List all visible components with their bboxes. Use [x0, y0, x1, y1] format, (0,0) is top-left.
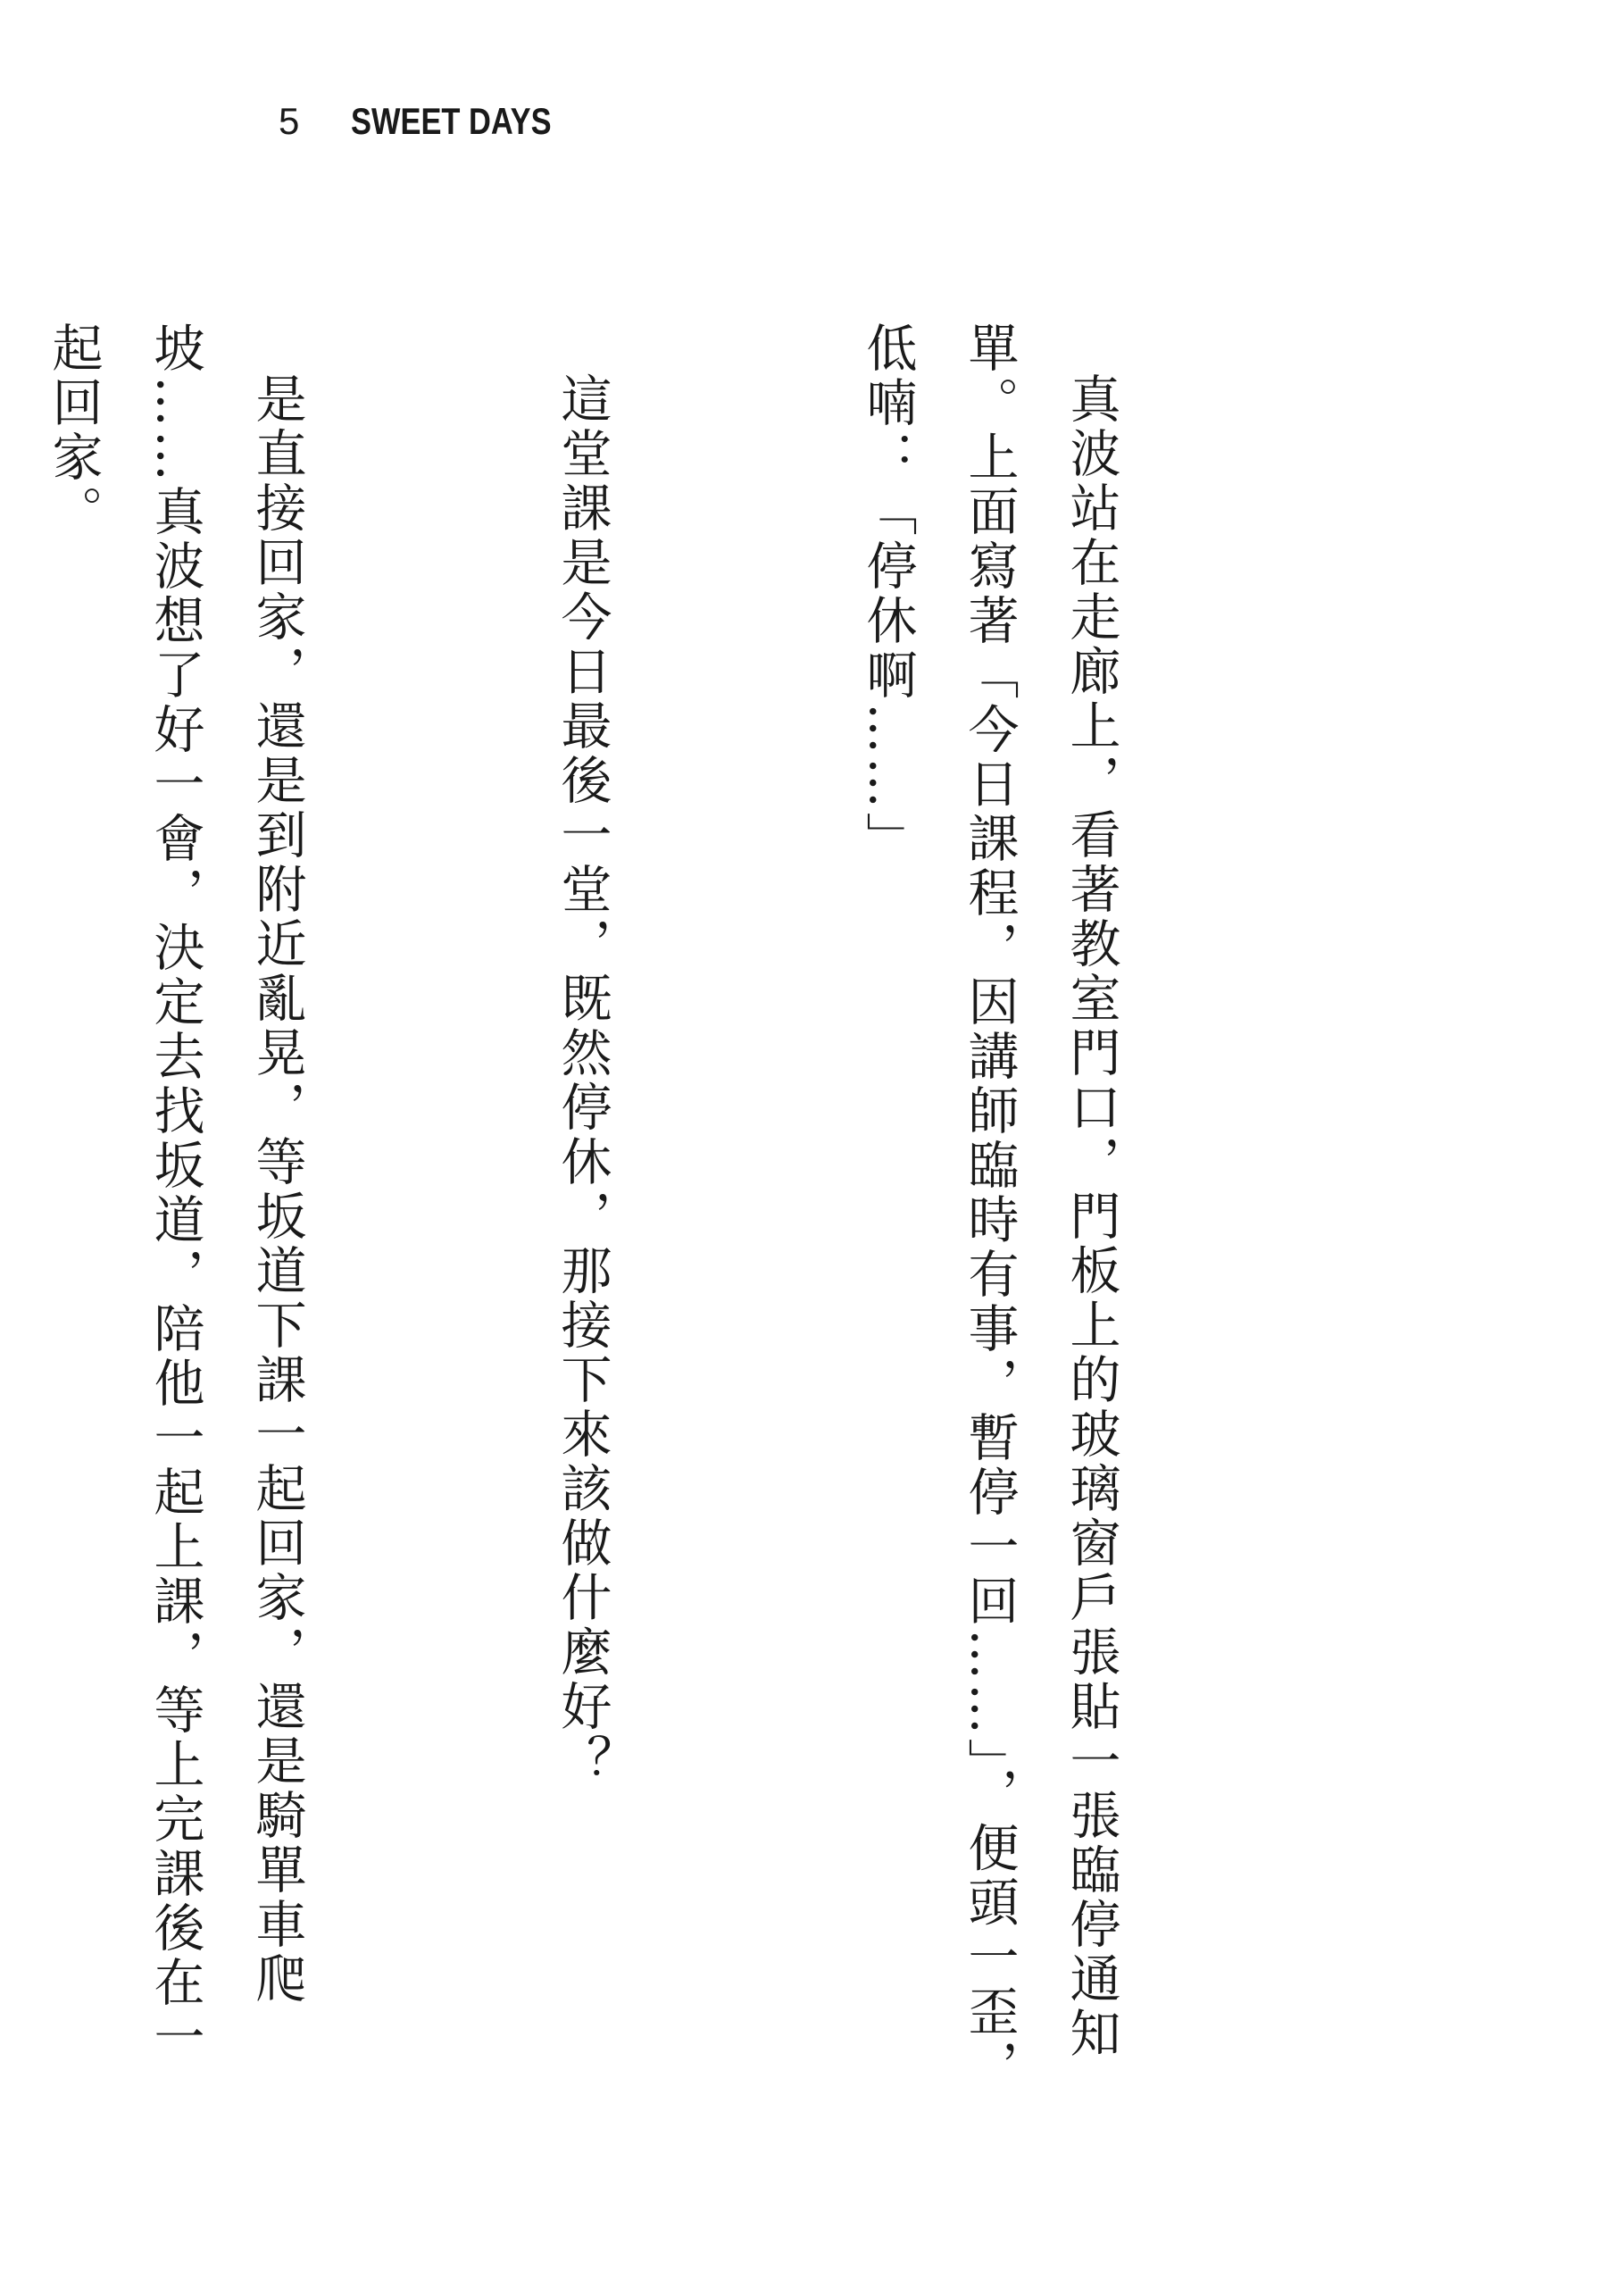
page-number: 5 [279, 100, 300, 142]
vertical-body-text [44, 321, 1345, 2108]
paragraph: 真波站在走廊上，看著教室門口，門板上的玻璃窗戶張貼一張臨停通知單。上面寫著「今日課程，因講師臨時有事，暫停一回……」，便頭一歪，低喃：「停休啊……」 [858, 321, 1120, 2094]
paragraph: 這堂課是今日最後一堂，既然停休，那接下來該做什麼好？ [553, 372, 612, 1789]
page-header [279, 100, 595, 143]
paragraph: 是直接回家，還是到附近亂晃，等坂道下課一起回家，還是騎單車爬坡……真波想了好一會，決定去找坂道，陪他一起上課，等上完課後在一起回家。 [44, 321, 306, 2065]
book-title: SWEET DAYS [351, 100, 552, 142]
